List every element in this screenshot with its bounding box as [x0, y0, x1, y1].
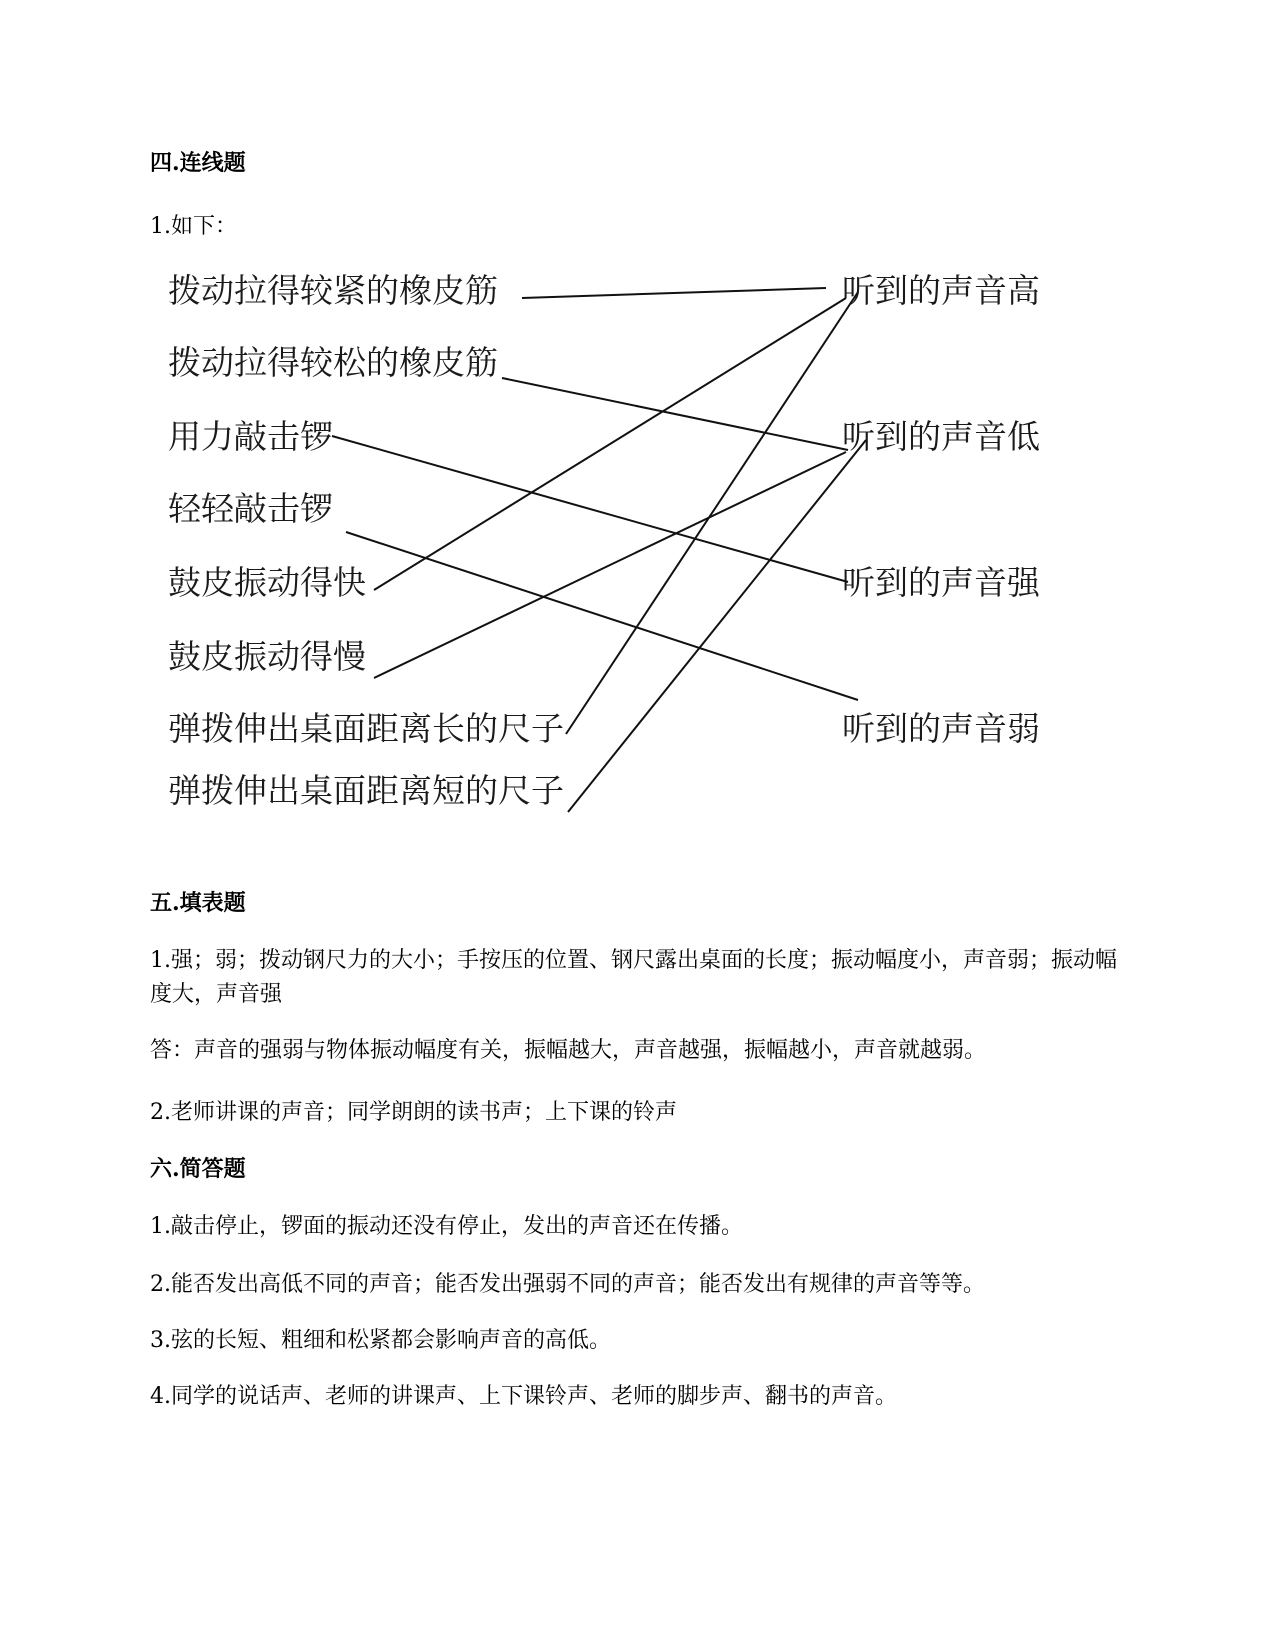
left-item-2: 用力敲击锣 — [168, 417, 333, 456]
right-item-1: 听到的声音低 — [842, 417, 1040, 456]
right-item-2: 听到的声音强 — [842, 563, 1040, 602]
right-item-3: 听到的声音弱 — [842, 709, 1040, 748]
connection-line-3 — [346, 532, 858, 700]
right-item-0: 听到的声音高 — [842, 271, 1040, 310]
answer-5-1: 答：声音的强弱与物体振动幅度有关，振幅越大，声音越强，振幅越小，声音就越弱。 — [150, 1038, 987, 1063]
question-4-1-label: 1.如下： — [150, 214, 237, 239]
left-item-7: 弹拨伸出桌面距离短的尺子 — [168, 771, 564, 810]
question-5-2: 2.老师讲课的声音；同学朗朗的读书声；上下课的铃声 — [150, 1100, 677, 1125]
left-item-6: 弹拨伸出桌面距离长的尺子 — [168, 709, 564, 748]
left-item-1: 拨动拉得较松的橡皮筋 — [168, 343, 498, 382]
connection-line-1 — [502, 378, 848, 450]
left-item-5: 鼓皮振动得慢 — [168, 637, 366, 676]
question-5-1: 1.强；弱；拨动钢尺力的大小；手按压的位置、钢尺露出桌面的长度；振动幅度小，声音弱；振动幅度大，声音强 — [150, 948, 1117, 1007]
left-item-0: 拨动拉得较紧的橡皮筋 — [168, 271, 498, 310]
question-6-4: 4.同学的说话声、老师的讲课声、上下课铃声、老师的脚步声、翻书的声音。 — [150, 1384, 897, 1409]
question-6-3: 3.弦的长短、粗细和松紧都会影响声音的高低。 — [150, 1328, 611, 1353]
left-item-4: 鼓皮振动得快 — [168, 563, 366, 602]
section-6-title: 六.简答题 — [150, 1156, 246, 1182]
connection-line-4 — [374, 298, 846, 590]
section-5-title: 五.填表题 — [150, 890, 246, 916]
section-4-title: 四.连线题 — [150, 150, 246, 176]
question-6-1: 1.敲击停止，锣面的振动还没有停止，发出的声音还在传播。 — [150, 1214, 743, 1239]
left-item-3: 轻轻敲击锣 — [168, 489, 333, 528]
connection-line-6 — [566, 292, 858, 734]
connection-line-7 — [568, 440, 866, 812]
connection-line-0 — [522, 288, 826, 298]
question-6-2: 2.能否发出高低不同的声音；能否发出强弱不同的声音；能否发出有规律的声音等等。 — [150, 1272, 985, 1297]
